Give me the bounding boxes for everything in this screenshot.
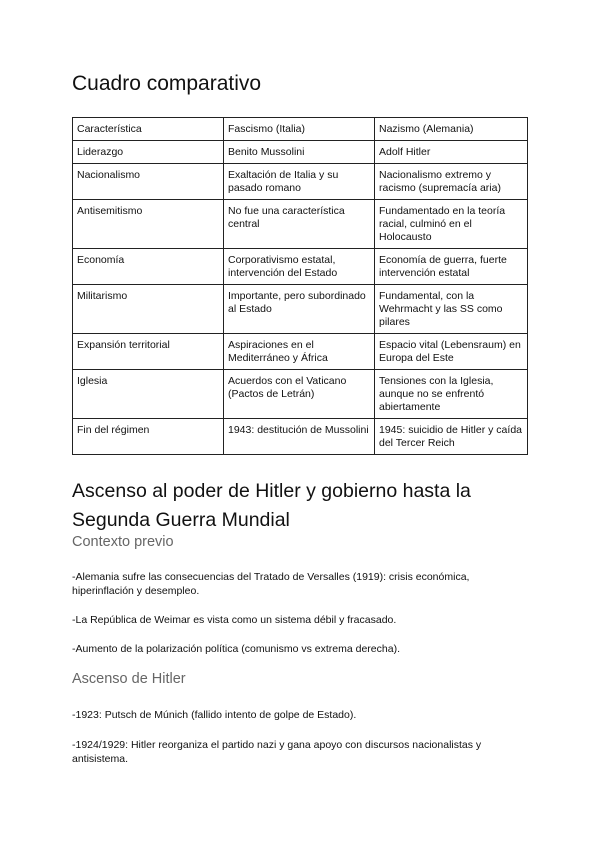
page-title: Cuadro comparativo	[72, 72, 262, 95]
table-cell: Antisemitismo	[73, 200, 224, 249]
table-row	[73, 285, 528, 334]
table-cell: Benito Mussolini	[224, 141, 375, 164]
table-cell: Nacionalismo	[73, 164, 224, 200]
paragraph: -1923: Putsch de Múnich (fallido intento de golpe de Estado).	[72, 709, 357, 721]
subsection-title-contexto: Contexto previo	[72, 534, 174, 550]
table-row	[73, 164, 528, 200]
table-row	[73, 118, 528, 141]
table-row	[73, 141, 528, 164]
table-cell: No fue una característica central	[224, 200, 375, 249]
table-cell: Fundamental, con la Wehrmacht y las SS como pilares	[375, 285, 528, 334]
table-cell: Exaltación de Italia y su pasado romano	[224, 164, 375, 200]
table-cell: Adolf Hitler	[375, 141, 528, 164]
table-cell: Iglesia	[73, 370, 224, 419]
table-cell: Fin del régimen	[73, 419, 224, 455]
table-row	[73, 370, 528, 419]
table-cell: Fascismo (Italia)	[224, 118, 375, 141]
table-cell: Característica	[73, 118, 224, 141]
table-cell: Importante, pero subordinado al Estado	[224, 285, 375, 334]
paragraph: -1924/1929: Hitler reorganiza el partido nazi y gana apoyo con discursos nacionalistas y antisistema.	[72, 739, 482, 765]
table-cell: Aspiraciones en el Mediterráneo y África	[224, 334, 375, 370]
table-cell: Espacio vital (Lebensraum) en Europa del Este	[375, 334, 528, 370]
table-cell: Expansión territorial	[73, 334, 224, 370]
table-cell: Economía de guerra, fuerte intervención estatal	[375, 249, 528, 285]
table-cell: Militarismo	[73, 285, 224, 334]
table-cell: Corporativismo estatal, intervención del Estado	[224, 249, 375, 285]
table-cell: 1945: suicidio de Hitler y caída del Tercer Reich	[375, 419, 528, 455]
table-row	[73, 419, 528, 455]
paragraph: -Aumento de la polarización política (comunismo vs extrema derecha).	[72, 643, 400, 655]
table-cell: Fundamentado en la teoría racial, culminó en el Holocausto	[375, 200, 528, 249]
section-title: Ascenso al poder de Hitler y gobierno hasta la Segunda Guerra Mundial	[72, 480, 471, 531]
table-row	[73, 334, 528, 370]
table-cell: Nazismo (Alemania)	[375, 118, 528, 141]
table-cell: Acuerdos con el Vaticano (Pactos de Letrán)	[224, 370, 375, 419]
comparison-table	[72, 117, 528, 455]
table-cell: Nacionalismo extremo y racismo (supremacía aria)	[375, 164, 528, 200]
table-row	[73, 200, 528, 249]
paragraph: -La República de Weimar es vista como un sistema débil y fracasado.	[72, 614, 397, 626]
subsection-title-ascenso: Ascenso de Hitler	[72, 671, 186, 687]
table-cell: Economía	[73, 249, 224, 285]
table-cell: Tensiones con la Iglesia, aunque no se enfrentó abiertamente	[375, 370, 528, 419]
paragraph: -Alemania sufre las consecuencias del Tratado de Versalles (1919): crisis económica, hiperinflación y desempleo.	[72, 571, 470, 597]
table-cell: Liderazgo	[73, 141, 224, 164]
table-cell: 1943: destitución de Mussolini	[224, 419, 375, 455]
table-row	[73, 249, 528, 285]
